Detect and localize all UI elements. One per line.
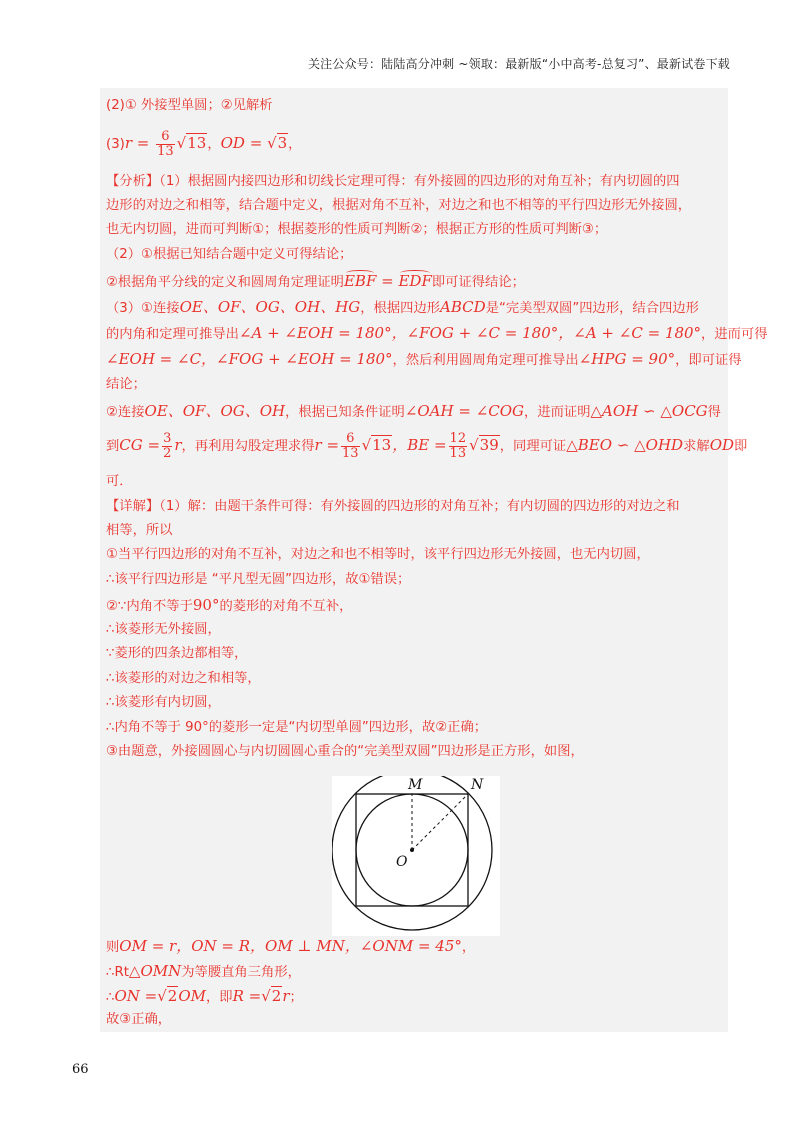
detail-line-5: ②∵内角不等于90°的菱形的对角不互补， bbox=[106, 596, 353, 614]
analysis-line-1: 【分析】（1）根据圆内接四边形和切线长定理可得：有外接圆的四边形的对角互补；有内切圆的四 bbox=[106, 174, 680, 189]
arc-edf: EDF bbox=[398, 272, 432, 290]
detail-line-8: ∴该菱形的对边之和相等， bbox=[106, 671, 261, 686]
label-n: N bbox=[471, 777, 484, 793]
page-header: 关注公众号：陆陆高分冲刺 ~领取：最新版“小中高考-总复习”、最新试卷下载 bbox=[307, 57, 730, 71]
analysis-line-6: （3）①连接OE、OF、OG、OH、HG，根据四边形ABCD是“完美型双圆”四边形，结合四边形 bbox=[106, 298, 699, 316]
label-m: M bbox=[408, 777, 423, 793]
answer-3-sqrt: √13 bbox=[176, 134, 207, 152]
analysis-line-7: 的内角和定理可推导出∠A + ∠EOH = 180°，∠FOG + ∠C = 180°，∠A + ∠C = 180°，进而可得 bbox=[106, 324, 768, 342]
detail-line-1: 【详解】（1）解：由题干条件可得：有外接圆的四边形的对角互补；有内切圆的四边形的对边之和 bbox=[106, 499, 680, 514]
detail-line-2: 相等，所以 bbox=[106, 523, 173, 538]
answer-3-od: OD bbox=[220, 134, 245, 152]
answer-3-r: r bbox=[124, 134, 133, 152]
detail-line-4: ∴该平行四边形是 “平凡型无圆”四边形，故①错误； bbox=[106, 572, 411, 587]
answer-3: (3)r = $\frac{6}{13}$ √13，OD = √3， bbox=[106, 128, 302, 159]
answer-2-text: ① 外接型单圆；②见解析 bbox=[124, 98, 273, 113]
analysis-line-9: 结论； bbox=[106, 377, 146, 392]
detail-line-12: 则OM = r，ON = R，OM ⊥ MN，∠ONM = 45°， bbox=[106, 937, 476, 955]
answer-2 bbox=[106, 96, 273, 116]
square-circles-figure bbox=[332, 776, 500, 936]
detail-line-6: ∴该菱形无外接圆， bbox=[106, 622, 221, 637]
detail-line-13: ∴Rt△OMN为等腰直角三角形， bbox=[106, 962, 301, 980]
analysis-line-8: ∠EOH = ∠C，∠FOG + ∠EOH = 180°，然后利用圆周角定理可推导出∠HPG = 90°，即可证得 bbox=[106, 350, 742, 368]
analysis-line-10: ②连接OE、OF、OG、OH，根据已知条件证明∠OAH = ∠COG，进而证明△AOH ∽ △OCG得 bbox=[106, 402, 721, 420]
detail-line-9: ∴该菱形有内切圆， bbox=[106, 695, 221, 710]
detail-line-3: ①当平行四边形的对角不互补，对边之和也不相等时，该平行四边形无外接圆，也无内切圆， bbox=[106, 547, 650, 562]
answer-2-number: (2) bbox=[106, 98, 125, 113]
detail-line-11: ③由题意，外接圆圆心与内切圆圆心重合的“完美型双圆”四边形是正方形，如图， bbox=[106, 744, 584, 759]
analysis-line-12: 可． bbox=[106, 474, 133, 489]
label-o: O bbox=[396, 854, 408, 870]
arc-ebf: EBF bbox=[343, 272, 377, 290]
analysis-line-11: 到CG = $\frac{3}{2}$ r，再利用勾股定理求得r = $\frac{6}{13}$ √13，BE = $\frac{12}{13}$ √39，同理可证△BEO ∽ △OHD求解OD即 bbox=[106, 430, 748, 461]
detail-line-15: 故③正确， bbox=[106, 1012, 172, 1027]
answer-3-od-sqrt: √3 bbox=[267, 134, 288, 152]
solution-content bbox=[100, 88, 768, 1032]
detail-line-10: ∴内角不等于 90°的菱形一定是“内切型单圆”四边形，故②正确； bbox=[106, 720, 488, 735]
answer-3-fraction: $\frac{6}{13}$ bbox=[157, 128, 174, 159]
page-number: 66 bbox=[72, 1062, 89, 1077]
detail-line-14: ∴ON =√2OM，即R =√2r； bbox=[106, 987, 303, 1005]
analysis-line-2: 边形的对边之和相等，结合题中定义，根据对角不互补，对边之和也不相等的平行四边形无外接圆， bbox=[106, 198, 692, 213]
analysis-line-5: ②根据角平分线的定义和圆周角定理证明EBF = EDF即可证得结论； bbox=[106, 272, 525, 290]
detail-line-7: ∵菱形的四条边都相等， bbox=[106, 646, 248, 661]
center-point bbox=[410, 848, 414, 852]
answer-3-number: (3) bbox=[106, 137, 125, 152]
analysis-line-4: （2）①根据已知结合题中定义可得结论； bbox=[106, 247, 353, 262]
segment-on bbox=[412, 794, 468, 850]
analysis-line-3: 也无内切圆，进而可判断①；根据菱形的性质可判断②；根据正方形的性质可判断③； bbox=[106, 222, 608, 237]
